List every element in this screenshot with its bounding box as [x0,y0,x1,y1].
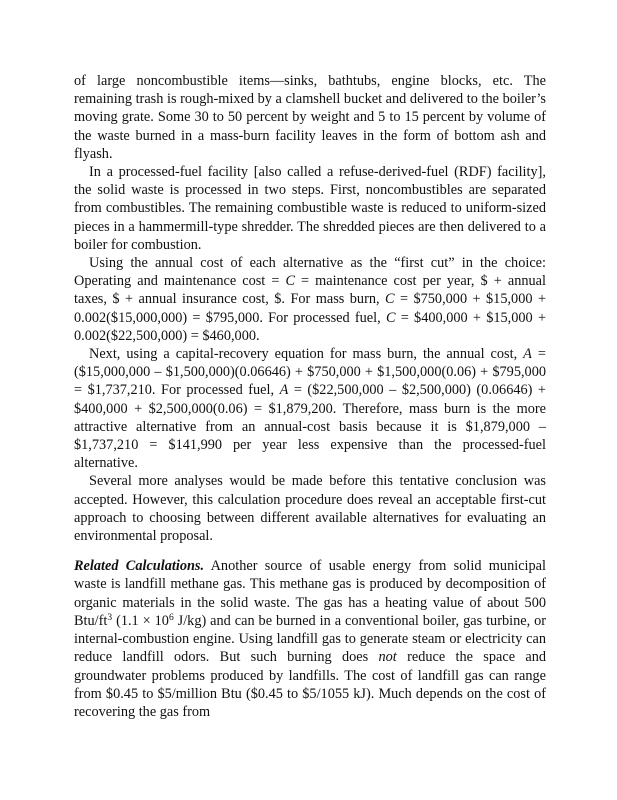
body-paragraph [74,72,546,163]
run-in-heading: Related Calculations. [74,558,205,575]
text-run: Using the annual cost of each alternative as the “first cut” in the choice: Operating and maintenance cost = [74,255,546,290]
text-run: Several more analyses would be made before this tentative conclusion was accepted. However, this calculation procedure does reveal an acceptable first-cut approach to choosing between different available alternatives for evaluating an environmental proposal. [74,473,546,545]
text-run: = $750,000 + $15,000 + 0.002($15,000,000) = $795,000. For processed fuel, [74,291,547,326]
italic-text: not [378,649,397,666]
body-paragraph [74,472,546,545]
superscript: 6 [168,612,174,623]
text-run: = ($15,000,000 – $1,500,000)(0.06646) + $750,000 + $1,500,000(0.06) + $795,000 = $1,737,210. For processed fuel, [74,346,546,399]
italic-text: A [523,346,532,363]
text-run: Next, using a capital-recovery equation for mass burn, the annual cost, [89,346,524,363]
text-run: reduce the space and groundwater problems produced by landfills. The cost of landfill gas can range from $0.45 to $5/million Btu ($0.45 to $5/1055 kJ). Much depends on the cost of recovering the gas from [74,649,547,720]
body-paragraph [74,345,546,472]
italic-text: C [385,291,395,308]
text-run: = maintenance cost per year, $ + annual taxes, $ + annual insurance cost, $. For mass burn, [74,273,546,308]
text-run: of large noncombustible items—sinks, bathtubs, engine blocks, etc. The remaining trash is rough-mixed by a clamshell bucket and delivered to the boiler’s moving grate. Some 30 to 50 percent by weight and 5 to 15 percent by volume of the waste burned in a mass-burn facility leaves in the form of bottom ash and flyash. [74,73,546,162]
italic-text: C [385,309,396,326]
italic-text: C [285,273,295,290]
text-run: (1.1 × 10 [112,612,169,629]
body-paragraph [74,163,546,254]
document-page [74,72,546,721]
text-run: Another source of usable energy from solid municipal waste is landfill methane gas. This methane gas is produced by decomposition of organic materials in the solid waste. The gas has a heating value of about 500 Btu/ft [74,558,546,629]
text-run: In a processed-fuel facility [also called a refuse-derived-fuel (RDF) facility], the solid waste is processed in two steps. First, noncombustibles are separated from combustibles. The remaining combustible waste is reduced to uniform-sized pieces in a hammermill-type shredder. The shredded pieces are then delivered to a boiler for combustion. [74,164,546,253]
superscript: 3 [107,612,113,623]
related-calculations-paragraph [74,557,546,721]
text-run: J/kg) and can be burned in a conventional boiler, gas turbine, or internal-combustion engine. Using landfill gas to generate steam or electricity can reduce landfill odors. But such burning does [74,612,546,666]
body-paragraph [74,254,546,345]
text-run: = $400,000 + $15,000 + 0.002($22,500,000) = $460,000. [74,309,547,344]
italic-text: A [279,382,289,399]
text-run: = ($22,500,000 – $2,500,000) (0.06646) + $400,000 + $2,500,000(0.06) = $1,879,200. Therefore, mass burn is the more attractive alternative from an annual-cost basis because it is $1,879,000 – $1,737,210 = $141,990 per year less expensive than the processed-fuel alternative. [74,382,546,472]
